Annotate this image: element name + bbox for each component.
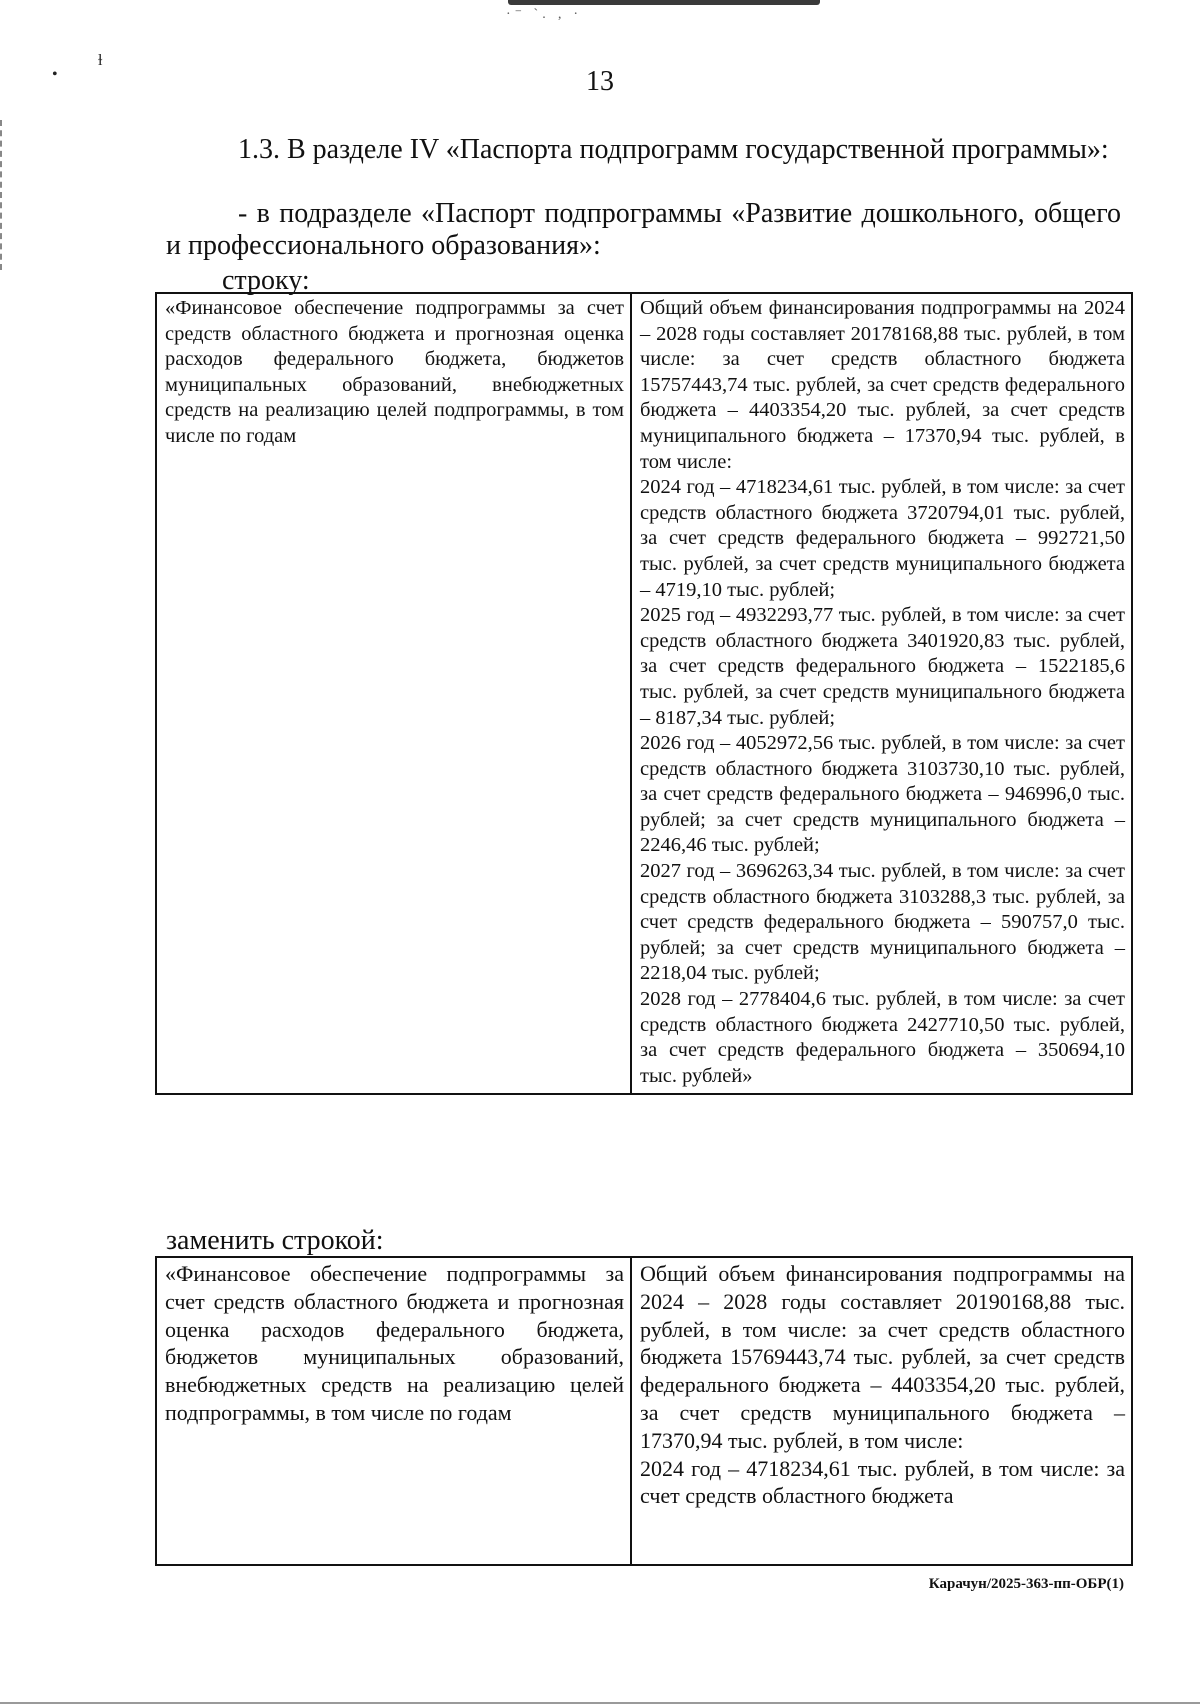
scan-bottom-edge	[0, 1702, 1200, 1704]
old-year-2027: 2027 год – 3696263,34 тыс. рублей, в том числе: за счет средств областного бюджета 3103288,3 тыс. рублей, за счет средств федерального бюджета – 590757,0 тыс. рублей; за счет средств муниципального бюджета – 2218,04 тыс. рублей;	[640, 860, 1125, 985]
old-left-text: «Финансовое обеспечение подпрограммы за счет средств областного бюджета и прогнозная оценка расходов федерального бюджета, бюджетов муниципальных образований, внебюджетных средств на реализацию целей подпрограммы, в том числе по годам	[165, 297, 624, 447]
margin-dot: •	[52, 66, 58, 83]
scan-artifact-top	[508, 0, 820, 5]
page-number: 13	[586, 66, 614, 97]
new-row-label: заменить строкой:	[166, 1225, 384, 1256]
old-passport-table	[155, 292, 1133, 1095]
left-edge-dash	[0, 120, 4, 270]
new-total-paragraph: Общий объем финансирования подпрограммы на 2024 – 2028 годы составляет 20190168,88 тыс. рублей, в том числе: за счет средств областного бюджета 15769443,74 тыс. рублей, за счет средств федерального бюджета – 4403354,20 тыс. рублей, за счет средств муниципального бюджета – 17370,94 тыс. рублей, в том числе:	[640, 1261, 1125, 1453]
section-intro: 1.3. В разделе IV «Паспорта подпрограмм государственной программы»:	[238, 134, 1109, 165]
old-total-paragraph: Общий объем финансирования подпрограммы на 2024 – 2028 годы составляет 20178168,88 тыс. рублей, в том числе: за счет средств областного бюджета 15757443,74 тыс. рублей, за счет средств федерального бюджета – 4403354,20 тыс. рублей, за счет средств муниципального бюджета – 17370,94 тыс. рублей, в том числе:	[640, 297, 1125, 473]
document-code: Карачун/2025-363-пп-ОБР(1)	[928, 1576, 1124, 1592]
new-right-cell	[631, 1257, 1132, 1565]
old-right-cell	[631, 293, 1132, 1094]
table-row	[156, 293, 1132, 1094]
subsection-intro: - в подразделе «Паспорт подпрограммы «Развитие дошкольного, общего и профессионального образования»:	[166, 198, 1121, 261]
scan-artifact-dots: ·⁻ ˋ. ‚ ·	[506, 7, 583, 22]
margin-mark: ɫ	[98, 52, 103, 69]
old-year-2028: 2028 год – 2778404,6 тыс. рублей, в том числе: за счет средств областного бюджета 2427710,50 тыс. рублей, за счет средств федерального бюджета – 350694,10 тыс. рублей»	[640, 988, 1125, 1087]
old-year-2026: 2026 год – 4052972,56 тыс. рублей, в том числе: за счет средств областного бюджета 3103730,10 тыс. рублей, за счет средств федерального бюджета – 946996,0 тыс. рублей; за счет средств муниципального бюджета – 2246,46 тыс. рублей;	[640, 732, 1125, 857]
new-year-2024: 2024 год – 4718234,61 тыс. рублей, в том числе: за счет средств областного бюджета	[640, 1455, 1125, 1509]
old-year-2025: 2025 год – 4932293,77 тыс. рублей, в том числе: за счет средств областного бюджета 3401920,83 тыс. рублей, за счет средств федерального бюджета – 1522185,6 тыс. рублей, за счет средств муниципального бюджета – 8187,34 тыс. рублей;	[640, 604, 1125, 729]
new-left-cell	[156, 1257, 631, 1565]
new-left-text: «Финансовое обеспечение подпрограммы за счет средств областного бюджета и прогнозная оценка расходов федерального бюджета, бюджетов муниципальных образований, внебюджетных средств на реализацию целей подпрограммы, в том числе по годам	[165, 1261, 624, 1425]
old-year-2024: 2024 год – 4718234,61 тыс. рублей, в том числе: за счет средств областного бюджета 3720794,01 тыс. рублей, за счет средств федерального бюджета – 992721,50 тыс. рублей, за счет средств муниципального бюджета – 4719,10 тыс. рублей;	[640, 476, 1125, 601]
old-left-cell	[156, 293, 631, 1094]
new-passport-table	[155, 1256, 1133, 1566]
table-row	[156, 1257, 1132, 1565]
old-row-label: строку:	[222, 265, 310, 296]
